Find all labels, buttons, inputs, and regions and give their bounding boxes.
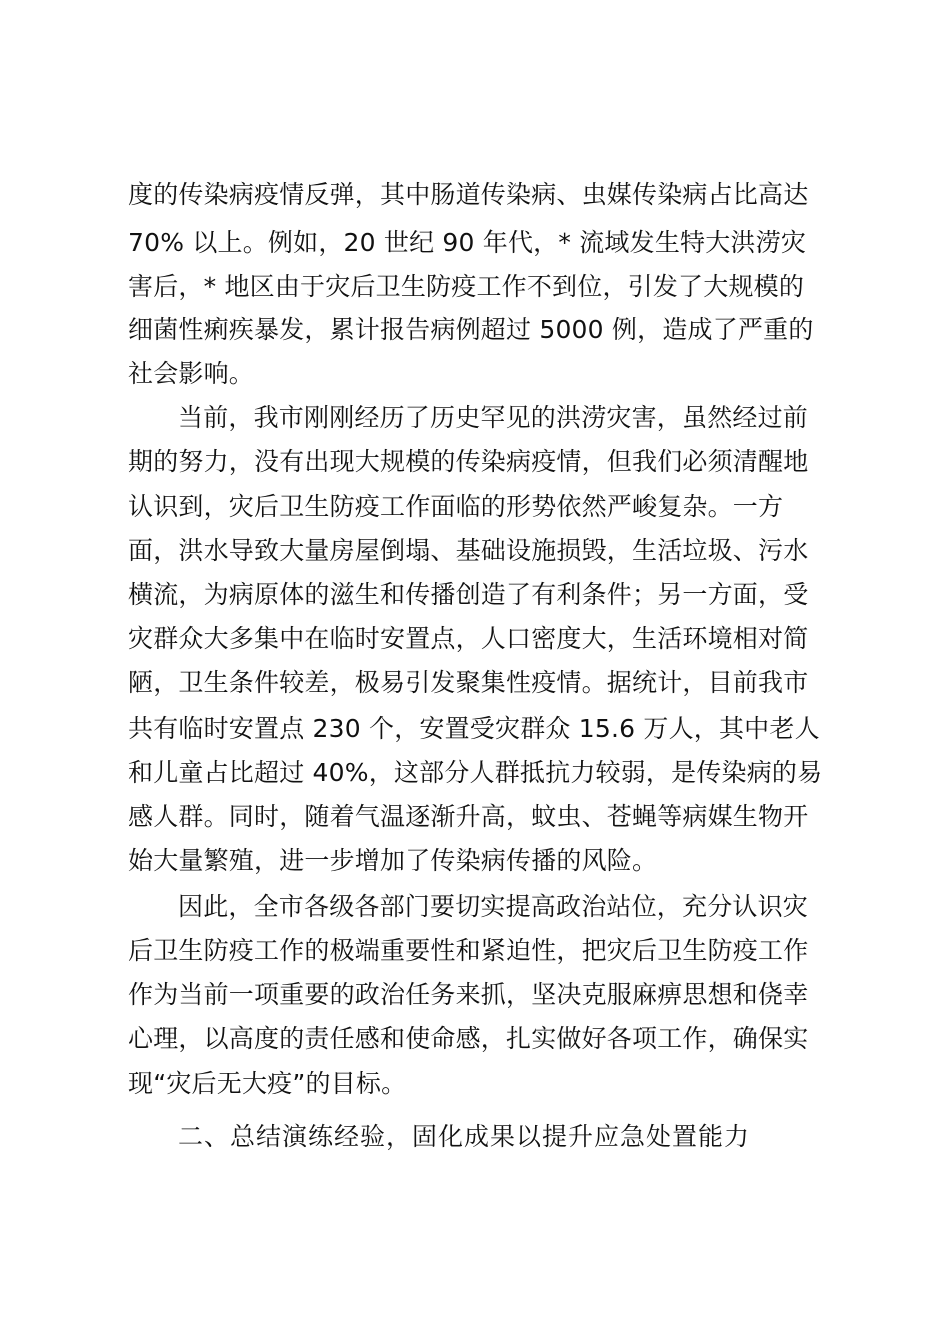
text-line-16: 始大量繁殖，进一步增加了传染病传播的风险。 <box>128 846 658 875</box>
text-line-9: 面，洪水导致大量房屋倒塌、基础设施损毁，生活垃圾、污水 <box>128 536 809 565</box>
text-line-5: 社会影响。 <box>128 359 255 388</box>
text-line-17: 因此，全市各级各部门要切实提高政治站位，充分认识灾 <box>178 892 809 921</box>
text-line-12: 陋，卫生条件较差，极易引发聚集性疫情。据统计，目前我市 <box>128 668 809 697</box>
text-line-6: 当前，我市刚刚经历了历史罕见的洪涝灾害，虽然经过前 <box>178 403 809 432</box>
text-line-14: 和儿童占比超过 40%，这部分人群抵抗力较弱，是传染病的易 <box>128 758 823 787</box>
text-line-7: 期的努力，没有出现大规模的传染病疫情，但我们必须清醒地 <box>128 447 809 476</box>
text-line-21: 现“灾后无大疫”的目标。 <box>128 1069 407 1098</box>
text-line-10: 横流，为病原体的滋生和传播创造了有利条件；另一方面，受 <box>128 580 809 609</box>
text-line-8: 认识到，灾后卫生防疫工作面临的形势依然严峻复杂。一方 <box>128 492 784 521</box>
text-line-19: 作为当前一项重要的政治任务来抓，坚决克服麻痹思想和侥幸 <box>128 980 809 1009</box>
section-heading: 二、总结演练经验，固化成果以提升应急处置能力 <box>178 1122 751 1151</box>
text-line-20: 心理，以高度的责任感和使命感，扎实做好各项工作，确保实 <box>128 1024 809 1053</box>
text-line-1: 度的传染病疫情反弹，其中肠道传染病、虫媒传染病占比高达 <box>128 180 809 209</box>
text-line-2: 70% 以上。例如，20 世纪 90 年代，* 流域发生特大洪涝灾 <box>128 228 807 257</box>
text-line-3: 害后，* 地区由于灾后卫生防疫工作不到位，引发了大规模的 <box>128 272 805 301</box>
text-line-13: 共有临时安置点 230 个，安置受灾群众 15.6 万人，其中老人 <box>128 714 820 743</box>
text-line-18: 后卫生防疫工作的极端重要性和紧迫性，把灾后卫生防疫工作 <box>128 936 809 965</box>
text-line-15: 感人群。同时，随着气温逐渐升高，蚊虫、苍蝇等病媒生物开 <box>128 802 809 831</box>
text-line-4: 细菌性痢疾暴发，累计报告病例超过 5000 例，造成了严重的 <box>128 315 814 344</box>
text-line-11: 灾群众大多集中在临时安置点，人口密度大，生活环境相对简 <box>128 624 809 653</box>
